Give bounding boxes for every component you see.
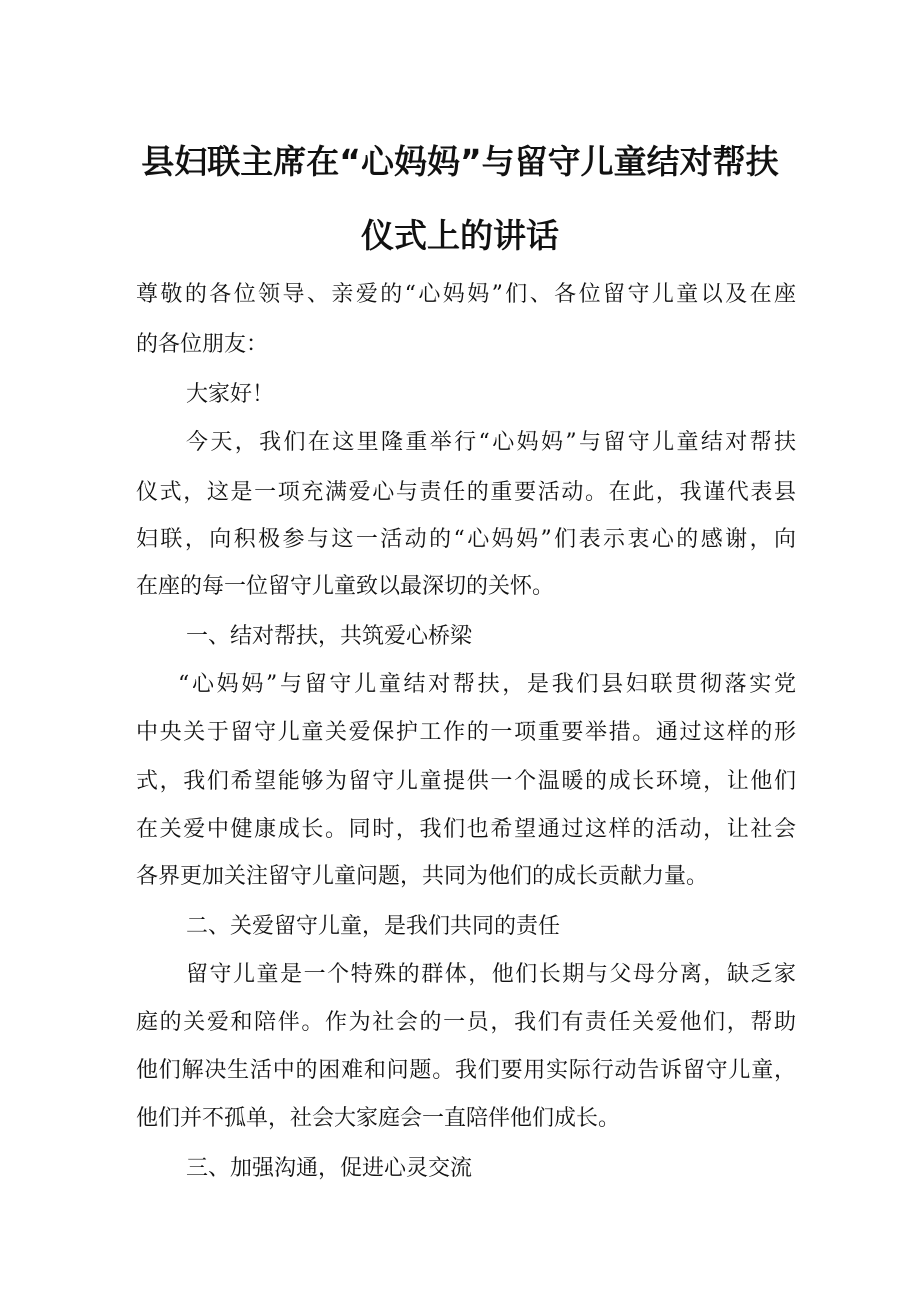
paragraph-2-line-4: 在关爱中健康成长。同时，我们也希望通过这样的活动，让社会	[136, 817, 796, 842]
section-heading-1: 一、结对帮扶，共筑爱心桥梁	[186, 624, 473, 649]
section-heading-3: 三、加强沟通，促进心灵交流	[186, 1156, 473, 1181]
paragraph-2-line-1: “心妈妈”与留守儿童结对帮扶，是我们县妇联贯彻落实党	[178, 672, 796, 697]
paragraph-1-line-2: 仪式，这是一项充满爱心与责任的重要活动。在此，我谨代表县	[136, 480, 796, 505]
paragraph-2-line-2: 中央关于留守儿童关爱保护工作的一项重要举措。通过这样的形	[136, 720, 796, 745]
paragraph-2-line-3: 式，我们希望能够为留守儿童提供一个温暖的成长环境，让他们	[136, 769, 796, 794]
paragraph-3-line-1: 留守儿童是一个特殊的群体，他们长期与父母分离，缺乏家	[186, 962, 796, 987]
paragraph-1-line-3: 妇联，向积极参与这一活动的“心妈妈”们表示衷心的感谢，向	[136, 527, 796, 552]
salutation-line-1: 尊敬的各位领导、亲爱的“心妈妈”们、各位留守儿童以及在座	[136, 282, 796, 307]
document-title-line-2: 仪式上的讲话	[361, 216, 559, 255]
paragraph-1-line-4: 在座的每一位留守儿童致以最深切的关怀。	[136, 574, 555, 599]
greeting: 大家好！	[186, 382, 275, 407]
paragraph-3-line-4: 他们并不孤单，社会大家庭会一直陪伴他们成长。	[136, 1106, 621, 1131]
paragraph-2-line-5: 各界更加关注留守儿童问题，共同为他们的成长贡献力量。	[136, 864, 709, 889]
salutation-line-2: 的各位朋友：	[136, 332, 269, 357]
section-heading-2: 二、关爱留守儿童，是我们共同的责任	[186, 914, 561, 939]
document-title-line-1: 县妇联主席在“心妈妈”与留守儿童结对帮扶	[141, 142, 779, 181]
paragraph-3-line-2: 庭的关爱和陪伴。作为社会的一员，我们有责任关爱他们，帮助	[136, 1010, 796, 1035]
paragraph-3-line-3: 他们解决生活中的困难和问题。我们要用实际行动告诉留守儿童，	[136, 1058, 796, 1083]
paragraph-1-line-1: 今天，我们在这里隆重举行“心妈妈”与留守儿童结对帮扶	[186, 430, 796, 455]
